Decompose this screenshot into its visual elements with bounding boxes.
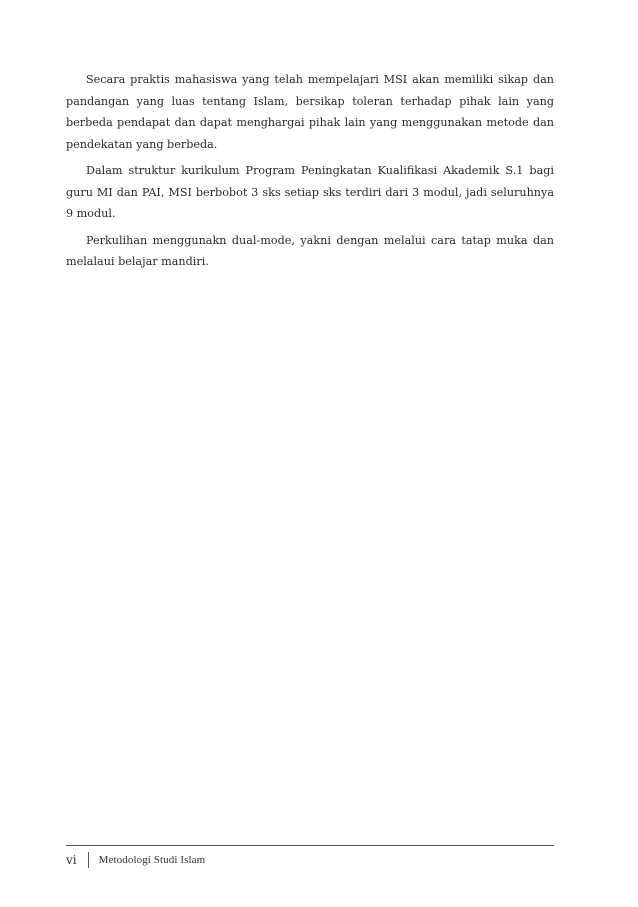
body-text <box>66 69 554 278</box>
running-title: Metodologi Studi Islam <box>98 854 206 866</box>
footer-separator <box>88 852 89 868</box>
footer-rule <box>66 845 554 846</box>
paragraph-3: Perkulihan menggunakn dual-mode, yakni dengan melalui cara tatap muka dan melalaui belajar mandiri. <box>66 233 554 268</box>
paragraph-2: Dalam struktur kurikulum Program Peningkatan Kualifikasi Akademik S.1 bagi guru MI dan PAI, MSI berbobot 3 sks setiap sks terdiri dari 3 modul, jadi seluruhnya 9 modul. <box>66 164 554 220</box>
paragraph-1: Secara praktis mahasiswa yang telah mempelajari MSI akan memiliki sikap dan pandangan yang luas tentang Islam, bersikap toleran terhadap pihak lain yang berbeda pendapat dan dapat menghargai pihak lain yang menggunakan metode dan pendekatan yang berbeda. <box>66 73 554 151</box>
page-number: vi <box>66 853 77 867</box>
page-footer <box>66 850 205 870</box>
